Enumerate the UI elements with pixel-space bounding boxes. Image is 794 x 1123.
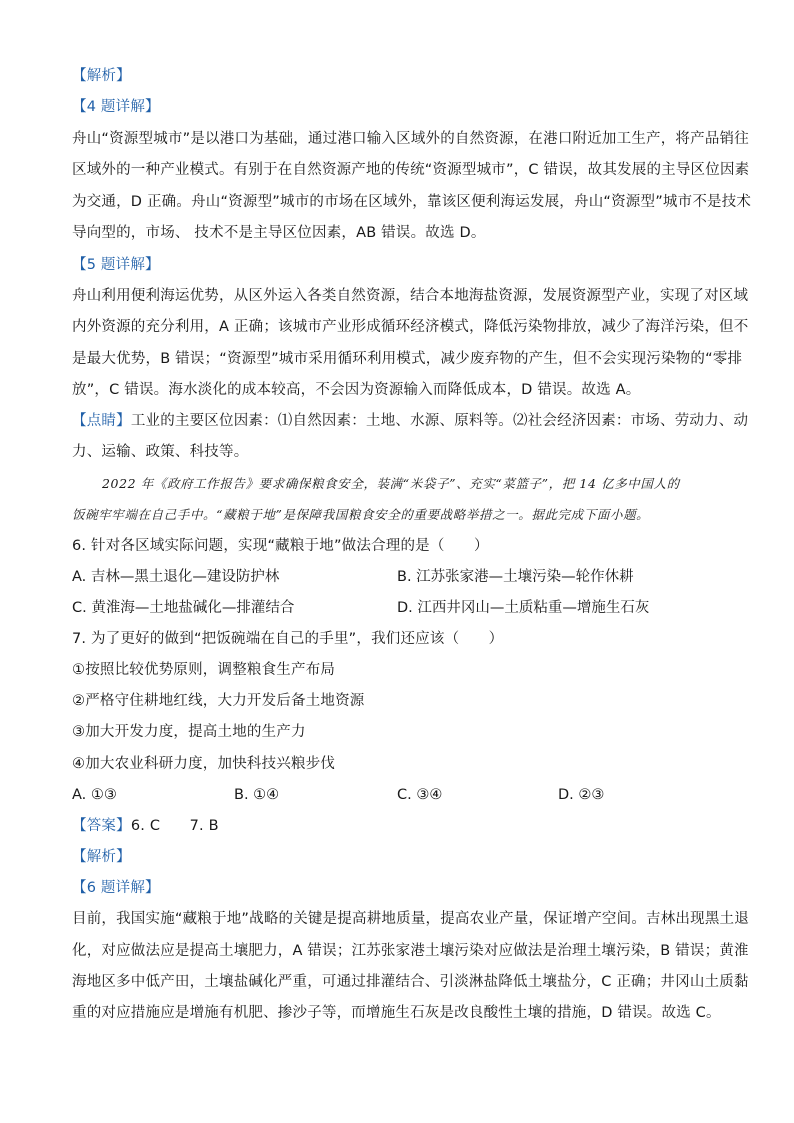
q4-line-2: 区域外的一种产业模式。有别于在自然资源产地的传统“资源型城市”，C 错误，故其发展的主导区位因素	[72, 162, 750, 178]
q4-heading: 【4 题详解】	[72, 99, 160, 115]
q5-line-3: 是最大优势，B 错误；“资源型”城市采用循环利用模式，减少废弃物的产生，但不会实现污染物的“零排	[72, 351, 743, 367]
q6-stem: 6. 针对各区域实际问题，实现“藏粮于地”做法合理的是（ ）	[72, 538, 489, 554]
tip-line-2: 力、运输、政策、科技等。	[72, 444, 249, 460]
q7-item-2: ②严格守住耕地红线，大力开发后备土地资源	[72, 693, 365, 709]
q5-line-2: 内外资源的充分利用，A 正确；该城市产业形成循环经济模式，降低污染物排放，减少了海洋污染，但不	[72, 319, 749, 335]
tip-line-1	[72, 411, 748, 431]
q6-option-a: A. 吉林—黑土退化—建设防护林	[72, 569, 280, 585]
q4-line-1: 舟山“资源型城市”是以港口为基础，通过港口输入区域外的自然资源，在港口附近加工生产，将产品销往	[72, 131, 749, 147]
answer-line	[72, 816, 219, 836]
q7-item-4: ④加大农业科研力度，加快科技兴粮步伐	[72, 756, 336, 772]
q6-option-b: B. 江苏张家港—土壤污染—轮作休耕	[397, 569, 634, 585]
q7-option-a: A. ①③	[72, 787, 117, 803]
passage-line-2: 饭碗牢牢端在自己手中。“藏粮于地”是保障我国粮食安全的重要战略举措之一。据此完成下面小题。	[72, 507, 650, 522]
q6-detail-line-3: 海地区多中低产田，土壤盐碱化严重，可通过排灌结合、引淡淋盐降低土壤盐分，C 正确；井冈山土质黏	[72, 974, 749, 990]
q7-item-3: ③加大开发力度，提高土地的生产力	[72, 724, 306, 740]
q7-stem: 7. 为了更好的做到“把饭碗端在自己的手里”，我们还应该（ ）	[72, 631, 504, 647]
q7-item-1: ①按照比较优势原则，调整粮食生产布局	[72, 662, 336, 678]
q5-heading: 【5 题详解】	[72, 257, 160, 273]
answer-label: 【答案】	[72, 818, 131, 834]
passage-line-1: 2022 年《政府工作报告》要求确保粮食安全，装满“米袋子”、充实“菜篮子”，把 14 亿多中国人的	[102, 476, 680, 491]
analysis-label-2: 【解析】	[72, 849, 131, 865]
q4-line-3: 为交通，D 正确。舟山“资源型”城市的市场在区域外，靠该区便利海运发展，舟山“资源型”城市不是技术	[72, 194, 752, 210]
answer-text: 6. C 7. B	[130, 818, 219, 834]
q4-line-4: 导向型的，市场、 技术不是主导区位因素，AB 错误。故选 D。	[72, 225, 486, 241]
q6-option-c: C. 黄淮海—土地盐碱化—排灌结合	[72, 600, 295, 616]
q7-option-b: B. ①④	[234, 787, 280, 803]
tip-label: 【点睛】	[72, 413, 131, 429]
q7-option-d: D. ②③	[558, 787, 605, 803]
tip-text-1: 工业的主要区位因素：⑴自然因素：土地、水源、原料等。⑵社会经济因素：市场、劳动力、动	[130, 413, 749, 429]
q5-line-4: 放”，C 错误。海水淡化的成本较高，不会因为资源输入而降低成本，D 错误。故选 A。	[72, 382, 641, 398]
q6-detail-line-4: 重的对应措施应是增施有机肥、掺沙子等，而增施生石灰是改良酸性土壤的措施，D 错误。故选 C。	[72, 1005, 721, 1021]
q6-detail-heading: 【6 题详解】	[72, 880, 160, 896]
q6-detail-line-2: 化，对应做法应是提高土壤肥力，A 错误；江苏张家港土壤污染对应做法是治理土壤污染，B 错误；黄淮	[72, 943, 749, 959]
analysis-label-1: 【解析】	[72, 68, 131, 84]
q5-line-1: 舟山利用便利海运优势，从区外运入各类自然资源，结合本地海盐资源，发展资源型产业，实现了对区域	[72, 288, 749, 304]
q6-detail-line-1: 目前，我国实施“藏粮于地”战略的关键是提高耕地质量，提高农业产量，保证增产空间。吉林出现黑土退	[72, 911, 749, 927]
q6-option-d: D. 江西井冈山—土质粘重—增施生石灰	[397, 600, 650, 616]
q7-option-c: C. ③④	[397, 787, 443, 803]
